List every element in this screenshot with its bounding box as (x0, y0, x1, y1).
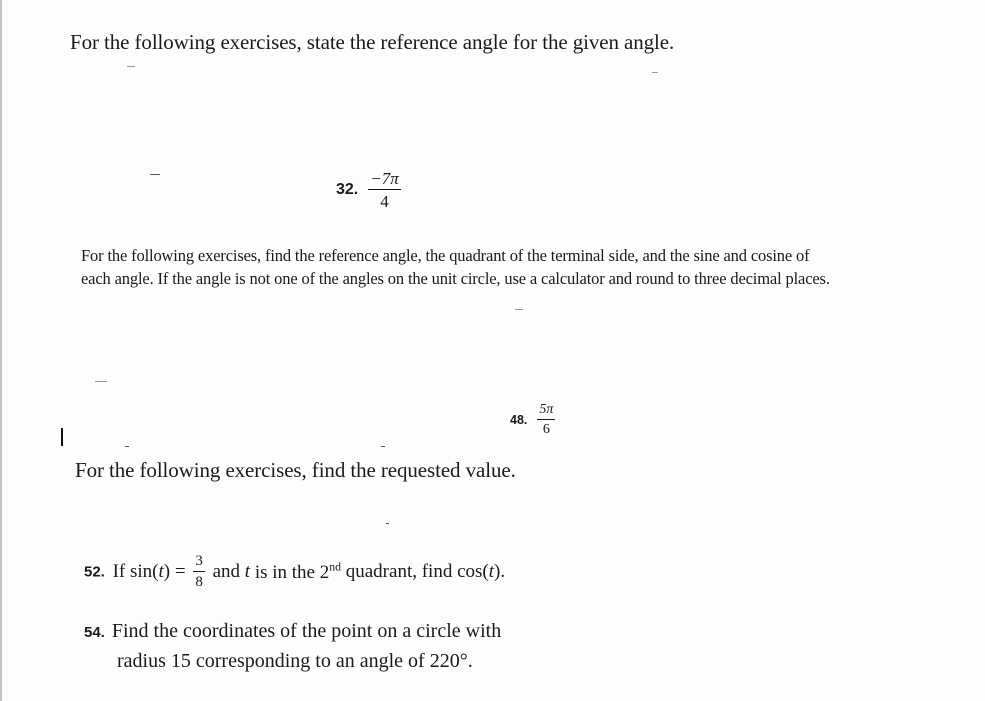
variable-t: t (244, 561, 251, 582)
scan-artifact (150, 174, 160, 175)
exercise-number: 48. (510, 413, 528, 427)
exercise-text-d: ). (494, 561, 506, 582)
exercise-52 (84, 554, 505, 590)
scan-artifact (381, 446, 385, 447)
scan-artifact (127, 66, 135, 67)
fraction-denominator: 8 (195, 574, 203, 590)
section-2-instruction (81, 244, 830, 290)
angle-fraction (537, 403, 555, 437)
exercise-line-1: Find the coordinates of the point on a circle with (111, 620, 502, 642)
instruction-line-2: each angle. If the angle is not one of the angles on the unit circle, use a calculator and round to three decimal places. (81, 269, 830, 288)
page-left-border (0, 0, 2, 701)
exercise-number: 52. (84, 563, 105, 581)
scan-artifact (515, 309, 523, 310)
exercise-text-b: is in the 2nd (254, 560, 341, 583)
section-1-instruction: For the following exercises, state the reference angle for the given angle. (70, 30, 675, 54)
superscript-nd: nd (329, 560, 341, 574)
exercise-32 (336, 170, 401, 210)
fraction-numerator: −7π (370, 169, 399, 188)
value-fraction (193, 554, 205, 590)
section-3-instruction: For the following exercises, find the requested value. (75, 458, 516, 482)
scan-artifact (95, 381, 107, 382)
fraction-numerator: 5π (537, 403, 555, 420)
fraction-denominator: 6 (542, 422, 550, 437)
exercise-text-prefix: If sin( (112, 561, 159, 582)
exercise-number: 54. (84, 624, 105, 641)
text-cursor (61, 428, 63, 446)
exercise-text-a: and (212, 561, 241, 582)
exercise-line-2: radius 15 corresponding to an angle of 220°. (117, 650, 473, 672)
angle-fraction (368, 170, 401, 210)
scan-artifact (386, 523, 389, 524)
exercise-48 (510, 403, 555, 437)
exercise-text-c: quadrant, find cos( (345, 561, 489, 582)
variable-t: t (158, 561, 164, 582)
exercise-number: 32. (336, 181, 359, 198)
fraction-numerator: 3 (193, 554, 205, 572)
scan-artifact (125, 446, 129, 447)
instruction-line-1: For the following exercises, find the reference angle, the quadrant of the terminal side, and the sine and cosine of (81, 246, 810, 265)
fraction-denominator: 4 (380, 192, 389, 211)
variable-t: t (488, 561, 495, 582)
scan-artifact (652, 72, 658, 73)
exercise-text-mid: ) = (163, 561, 186, 582)
exercise-54 (84, 617, 501, 675)
